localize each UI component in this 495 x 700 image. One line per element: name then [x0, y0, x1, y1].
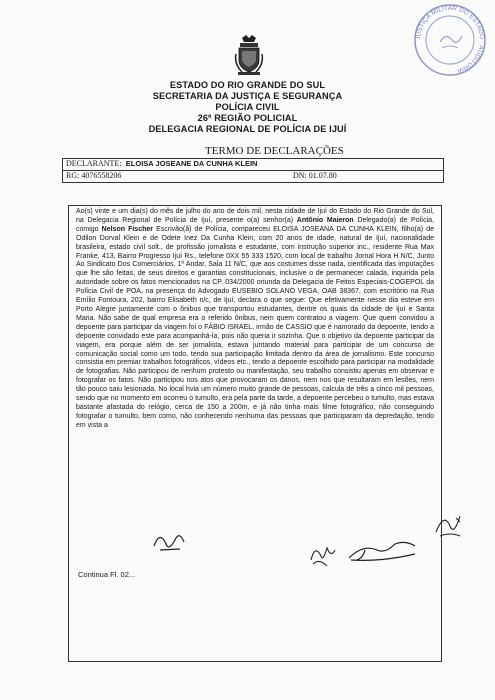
header-delegacia: DELEGACIA REGIONAL DE POLÍCIA DE IJUÍ — [148, 124, 347, 134]
declarante-label: DECLARANTE: — [66, 159, 122, 168]
delegado-name: Antônio Maieron — [296, 216, 354, 224]
official-stamp — [412, 2, 488, 78]
header-police: POLÍCIA CIVIL — [215, 102, 280, 112]
stamp-seal-icon — [412, 2, 488, 78]
form-title: TERMO DE DECLARAÇÕES — [205, 145, 344, 157]
coat-of-arms-icon — [234, 34, 264, 76]
signature-right-icon — [432, 510, 466, 540]
header-secretariat: SECRETARIA DA JUSTIÇA E SEGURANÇA — [152, 91, 343, 101]
declaration-mid: Delegado(a) de Polícia, comigo — [76, 216, 434, 233]
continuation-note: Continua Fl. 02... — [78, 570, 136, 579]
header-region: 26ª REGIÃO POLICIAL — [197, 113, 298, 123]
id-row — [62, 170, 444, 183]
declaration-text — [76, 208, 434, 431]
signature-long-icon — [345, 540, 421, 566]
declaration-intro: Ao(s) vinte e um dia(s) do mês de julho do ano de dois mil, nesta cidade de Ijuí do Estado do Rio Grande do Sul, na Delegacia Regional de Polícia de Ijuí, presente o(a) senhor(a) — [76, 208, 434, 224]
declarante-value: ELOISA JOSEANE DA CUNHA KLEIN — [125, 159, 258, 168]
svg-text:JUSTIÇA MILITAR DO ESTADO · AU: JUSTIÇA MILITAR DO ESTADO · AUDITORIA — [414, 4, 486, 75]
declaration-body: Escrivão(ã) de Polícia, compareceu ELOISA JOSEANA DA CUNHA KLEIN, filho(a) de Odilon Dorval Klein e de Odete Inez Da Cunha Klein, com 20 anos de idade, natural de Ijuí, nacionalidade brasileira, estado civil solt., de profissão jornalista e estudante, com instrução superior inc., residente Rua Max Franke, 413, Bairro Progresso Ijuí Rs., telefone 0XX 55 333 1520, com local de trabalho Jornal Hora H N/C, Junto Ao Sindicato Dos Comerciários, 1º Andar, Sala 11 N/C, que aos costumes disse nada, cientificada das imputações que lhe são feitas, de seus direitos e garantias constitucionais, inclusive o de permanecer calada, inquirida pela autoridade sobre os fatos mencionados na CP. 034/2000 oriunda da Delegacia de Feitos Especiais-COGEPOL da Polícia Civil de POA, na presença do Advogado EUSEBIO SOLANO VEGA, OAB 38367, com escritório na Rua Emílio Fontoura, 202, bairro Elisabeth n/c, de Ijuí, declara o que segue: Que efetivamente nesse dia esteve em Porto Alegre juntamente com o ônibus que transportou estudantes, dentre os quais da cidade de Ijuí e Santa Maria. Não sabe de qual empresa era o referido ônibus, nem quem contratou a viagem. Que quem convidou a depoente para participar da viagem foi o FÁBIO ISRAEL, irmão de CASSIO que é namorado da depoente, tendo a depoente convidado este para acompanhá-la, pois não queria ir sozinha. Que o objetivo da depoente participar da viagem, era porque além de ser jornalista, estava juntando material para participar de um concurso de comunicação social como um todo, tendo sua participação limitada dentro da área de jornalismo. Este concurso consistia em premiar trabalhos fotográficos, vídeos etc., tendo a depoente escolhido para participar na modalidade de fotografias. Não participou de nenhum protesto ou manifestação, seu trabalho consistiu apenas em observar e fotografar os fatos. Não participou nos atos que provocaram os danos, nem nos que resultaram em lesões, nem tão pouco saiu lesionada. No local hvia um número muito grande de pessoas, calcula de três a cinco mil pessoas, sendo que no momento em ocorreu o tumulto, era pela parte da tarde, a depoente percebeu o tumulto, mas estava bastante afastada do relógio, cerca de 150 a 200m, e já não tinha mais filme fotográfico, não conseguindo fotografar o tumulto, bem como, não conhecendo nenhuma das pessoas que participaram da depredação, tendo em vista a — [76, 225, 434, 429]
signature-left-icon — [150, 528, 190, 554]
document-header — [0, 80, 495, 135]
rg-field: RG: 4076558206 — [66, 171, 122, 180]
escrivao-name: Nelson Fischer — [101, 225, 153, 233]
signature-middle-icon — [305, 540, 341, 570]
header-state: ESTADO DO RIO GRANDE DO SUL — [169, 80, 326, 90]
dn-field: DN: 01.07.80 — [293, 171, 337, 180]
